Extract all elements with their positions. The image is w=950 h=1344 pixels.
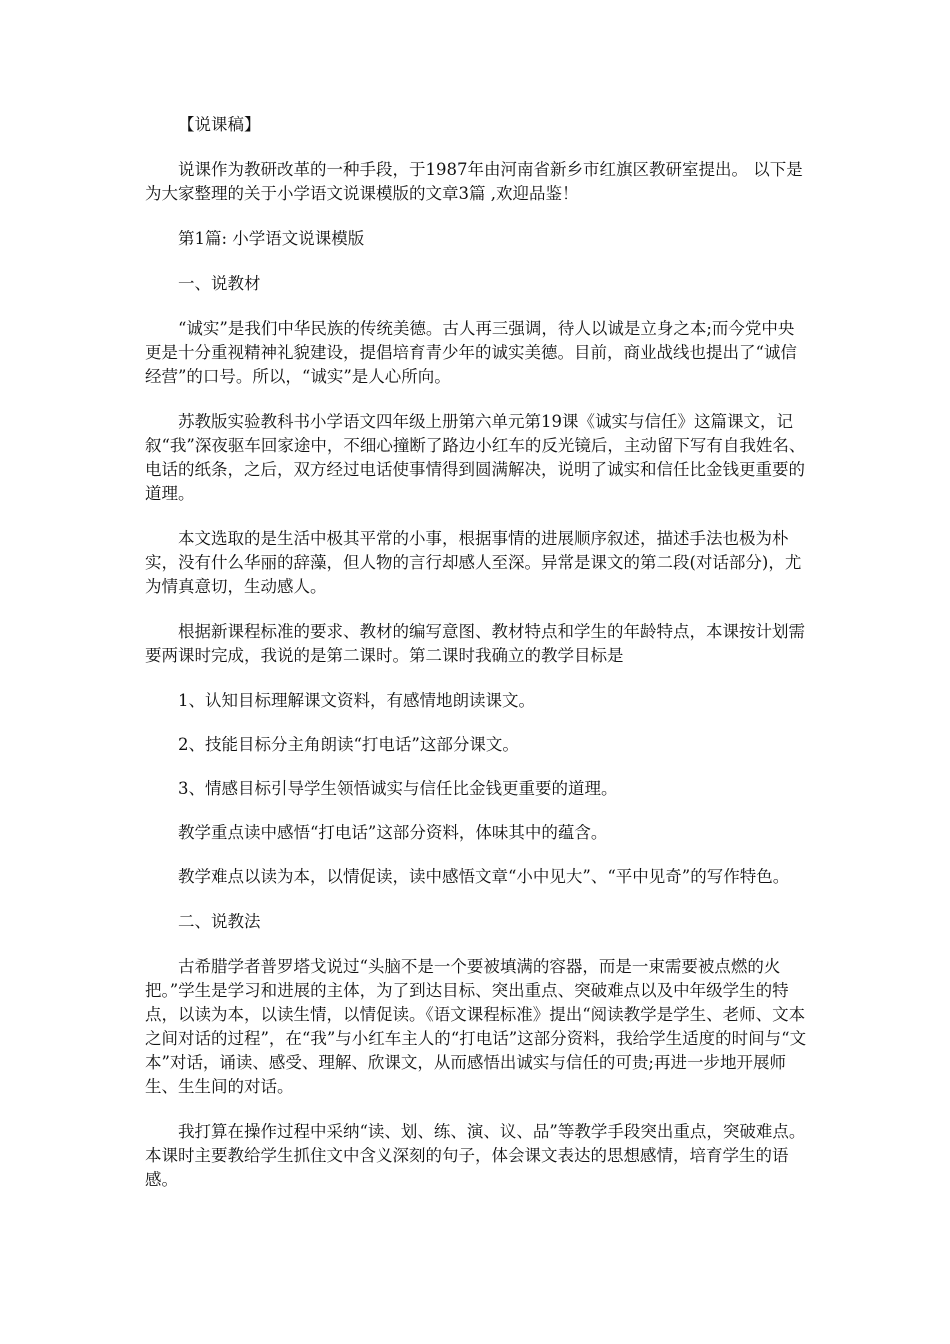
goal-item: 2、技能目标分主角朗读“打电话”这部分课文。 (178, 735, 519, 754)
goal-item: 1、认知目标理解课文资料，有感情地朗读课文。 (178, 691, 535, 710)
goal-item: 3、情感目标引导学生领悟诚实与信任比金钱更重要的道理。 (178, 779, 618, 798)
article-title: 第1篇: 小学语文说课模版 (178, 229, 365, 248)
body-paragraph: “诚实”是我们中华民族的传统美德。古人再三强调，待人以诚是立身之本;而今党中央更是十分重视精神礼貌建设，提倡培育青少年的诚实美德。目前，商业战线也提出了“诚信经营”的口号。所以，“诚实”是人心所向。 (145, 319, 797, 386)
difficult-point: 教学难点以读为本，以情促读，读中感悟文章“小中见大”、“平中见奇”的写作特色。 (178, 867, 790, 886)
key-point: 教学重点读中感悟“打电话”这部分资料，体味其中的蕴含。 (178, 823, 608, 842)
section-heading-method: 二、说教法 (178, 912, 261, 931)
body-paragraph: 苏教版实验教科书小学语文四年级上册第六单元第19课《诚实与信任》这篇课文，记叙“我”深夜驱车回家途中，不细心撞断了路边小红车的反光镜后，主动留下写有自我姓名、电话的纸条，之后，双方经过电话使事情得到圆满解决，说明了诚实和信任比金钱更重要的道理。 (145, 412, 806, 503)
body-paragraph: 本文选取的是生活中极其平常的小事，根据事情的进展顺序叙述，描述手法也极为朴实，没有什么华丽的辞藻，但人物的言行却感人至深。异常是课文的第二段(对话部分)，尤为情真意切，生动感人。 (145, 529, 802, 596)
document-body (145, 113, 809, 1213)
body-paragraph: 我打算在操作过程中采纳“读、划、练、演、议、品”等教学手段突出重点，突破难点。本课时主要教给学生抓住文中含义深刻的句子，体会课文表达的思想感情，培育学生的语感。 (145, 1122, 806, 1189)
intro-paragraph: 说课作为教研改革的一种手段，于1987年由河南省新乡市红旗区教研室提出。 以下是为大家整理的关于小学语文说课模版的文章3篇 ,欢迎品鉴！ (145, 160, 803, 203)
section-heading-textbook: 一、说教材 (178, 274, 261, 293)
body-paragraph: 古希腊学者普罗塔戈说过“头脑不是一个要被填满的容器，而是一束需要被点燃的火把。”学生是学习和进展的主体，为了到达目标、突出重点、突破难点以及中年级学生的特点，以读为本，以读生情，以情促读。《语文课程标准》提出“阅读教学是学生、老师、文本之间对话的过程”，在“我”与小红车主人的“打电话”这部分资料，我给学生适度的时间与“文本”对话，诵读、感受、理解、欣课文，从而感悟出诚实与信任的可贵;再进一步地开展师生、生生间的对话。 (145, 957, 807, 1096)
heading-label: 【说课稿】 (178, 115, 261, 134)
body-paragraph: 根据新课程标准的要求、教材的编写意图、教材特点和学生的年龄特点，本课按计划需要两课时完成，我说的是第二课时。第二课时我确立的教学目标是 (145, 622, 805, 665)
